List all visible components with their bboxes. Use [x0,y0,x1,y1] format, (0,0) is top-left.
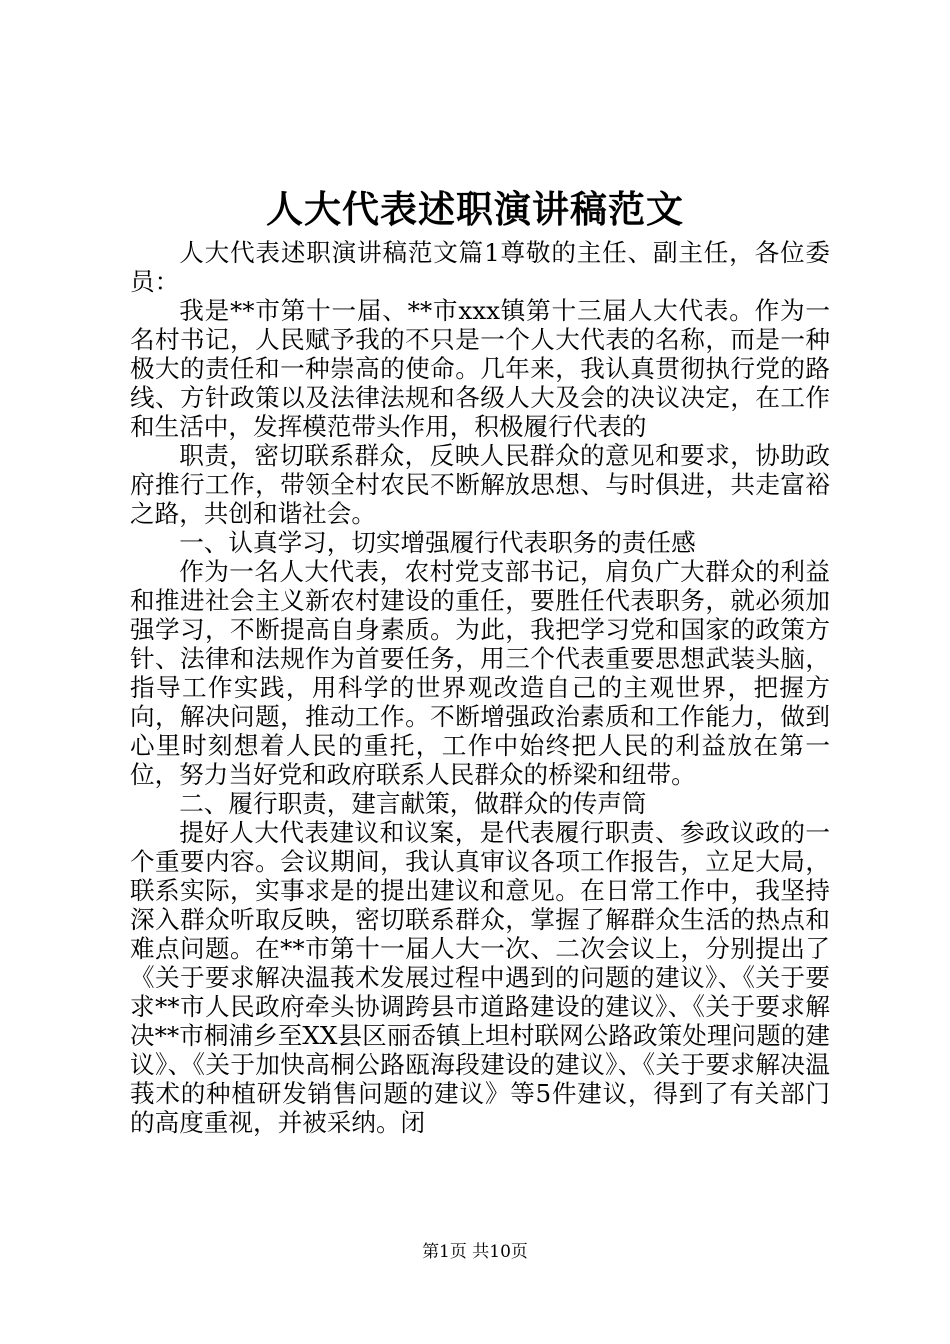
paragraph: 我是**市第十一届、**市xxx镇第十三届人大代表。作为一名村书记，人民赋予我的不只是一个人大代表的名称，而是一种极大的责任和一种崇高的使命。几年来，我认真贯彻执行党的路线、方针政策以及法律法规和各级人大及会的决议决定，在工作和生活中，发挥模范带头作用，积极履行代表的 [130,296,830,441]
document-body [130,238,830,1137]
page-footer: 第1页 共10页 [422,1242,528,1262]
document-title: 人大代表述职演讲稿范文 [266,187,684,231]
paragraph: 职责，密切联系群众，反映人民群众的意见和要求，协助政府推行工作，带领全村农民不断解放思想、与时俱进，共走富裕之路，共创和谐社会。 [130,441,830,528]
paragraph: 提好人大代表建议和议案，是代表履行职责、参政议政的一个重要内容。会议期间，我认真审议各项工作报告，立足大局，联系实际，实事求是的提出建议和意见。在日常工作中，我坚持深入群众听取反映，密切联系群众，掌握了解群众生活的热点和难点问题。在**市第十一届人大一次、二次会议上，分别提出了《关于要求解决温莪术发展过程中遇到的问题的建议》、《关于要求**市人民政府牵头协调跨县市道路建设的建议》、《关于要求解决**市桐浦乡至XX县区丽岙镇上坦村联网公路政策处理问题的建议》、《关于加快高桐公路瓯海段建设的建议》、《关于要求解决温莪术的种植研发销售问题的建议》等5件建议，得到了有关部门的高度重视，并被采纳。闭 [130,818,830,1137]
section-heading: 二、履行职责，建言献策，做群众的传声筒 [179,789,647,818]
paragraph: 人大代表述职演讲稿范文篇1尊敬的主任、副主任，各位委员： [130,238,830,296]
paragraph: 作为一名人大代表，农村党支部书记，肩负广大群众的利益和推进社会主义新农村建设的重任，要胜任代表职务，就必须加强学习，不断提高自身素质。为此，我把学习党和国家的政策方针、法律和法规作为首要任务，用三个代表重要思想武装头脑，指导工作实践，用科学的世界观改造自己的主观世界，把握方向，解决问题，推动工作。不断增强政治素质和工作能力，做到心里时刻想着人民的重托，工作中始终把人民的利益放在第一位，努力当好党和政府联系人民群众的桥梁和纽带。 [130,557,830,789]
section-heading: 一、认真学习，切实增强履行代表职务的责任感 [179,528,696,557]
